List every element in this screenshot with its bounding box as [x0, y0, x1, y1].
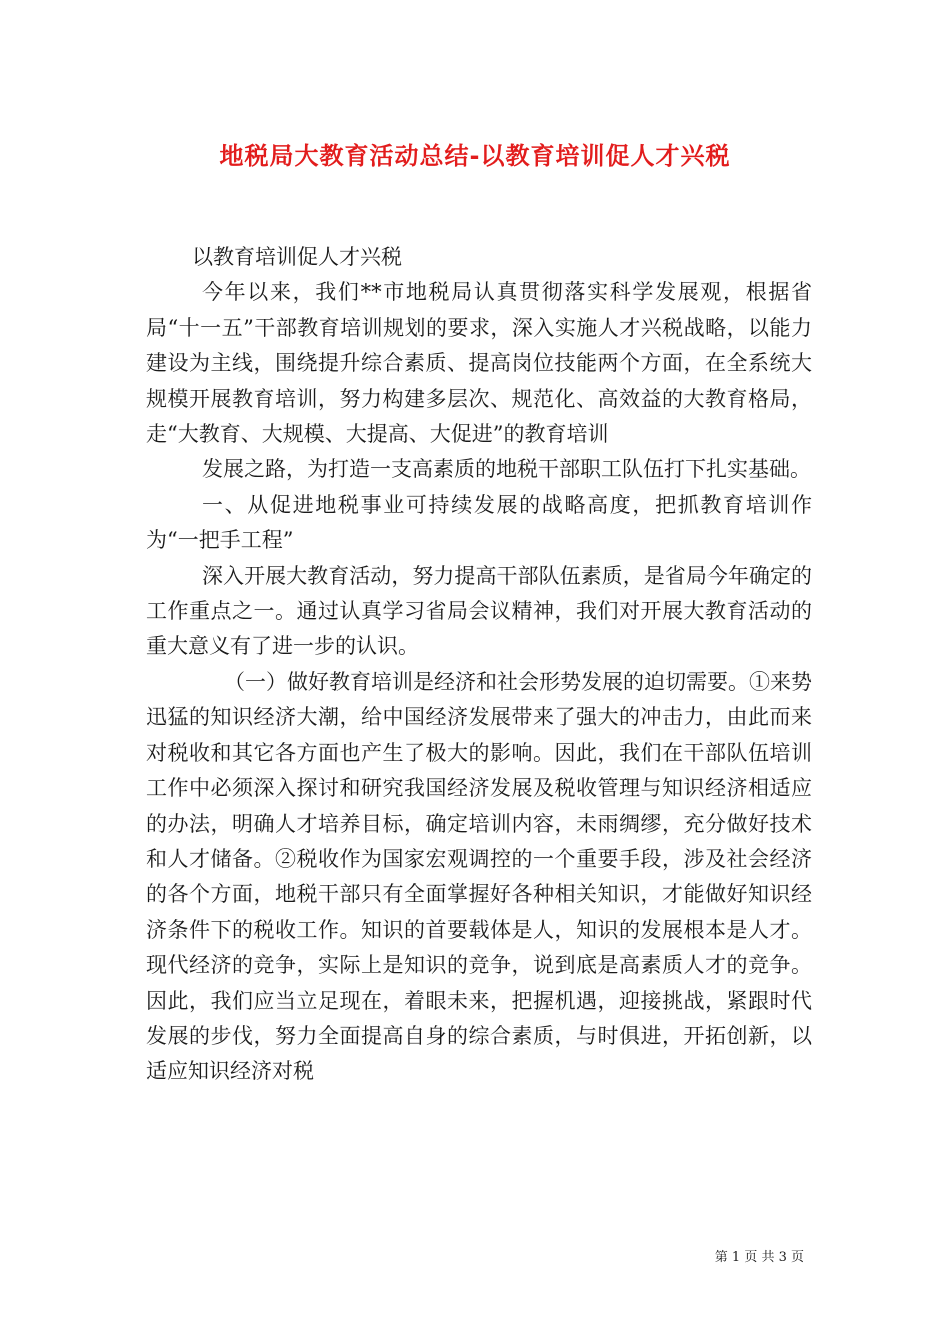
section-heading: 一、从促进地税事业可持续发展的战略高度，把抓教育培训作为“一把手工程” — [146, 492, 812, 553]
paragraph: 今年以来，我们**市地税局认真贯彻落实科学发展观，根据省局“十一五”干部教育培训规划的要求，深入实施人才兴税战略，以能力建设为主线，围绕提升综合素质、提高岗位技能两个方面，在全系统大规模开展教育培训，努力构建多层次、规范化、高效益的大教育格局，走“大教育、大规模、大提高、大促进”的教育培训 — [146, 280, 812, 447]
paragraph: 深入开展大教育活动，努力提高干部队伍素质，是省局今年确定的工作重点之一。通过认真学习省局会议精神，我们对开展大教育活动的重大意义有了进一步的认识。 — [146, 563, 812, 659]
document-subtitle: 以教育培训促人才兴税 — [192, 245, 402, 269]
paragraph: （一）做好教育培训是经济和社会形势发展的迫切需要。①来势迅猛的知识经济大潮，给中国经济发展带来了强大的冲击力，由此而来对税收和其它各方面也产生了极大的影响。因此，我们在干部队伍培训工作中必须深入探讨和研究我国经济发展及税收管理与知识经济相适应的办法，明确人才培养目标，确定培训内容，未雨绸缪，充分做好技术和人才储备。②税收作为国家宏观调控的一个重要手段，涉及社会经济的各个方面，地税干部只有全面掌握好各种相关知识，才能做好知识经济条件下的税收工作。知识的首要载体是人，知识的发展根本是人才。现代经济的竞争，实际上是知识的竞争，说到底是高素质人才的竞争。因此，我们应当立足现在，着眼未来，把握机遇，迎接挑战，紧跟时代发展的步伐，努力全面提高自身的综合素质，与时俱进，开拓创新，以适应知识经济对税 — [146, 669, 812, 1084]
page-number: 第 1 页 共 3 页 — [714, 1250, 804, 1265]
paragraph: 发展之路，为打造一支高素质的地税干部职工队伍打下扎实基础。 — [202, 457, 811, 482]
document-body — [146, 240, 812, 1090]
document-title: 地税局大教育活动总结-以教育培训促人才兴税 — [219, 142, 731, 170]
